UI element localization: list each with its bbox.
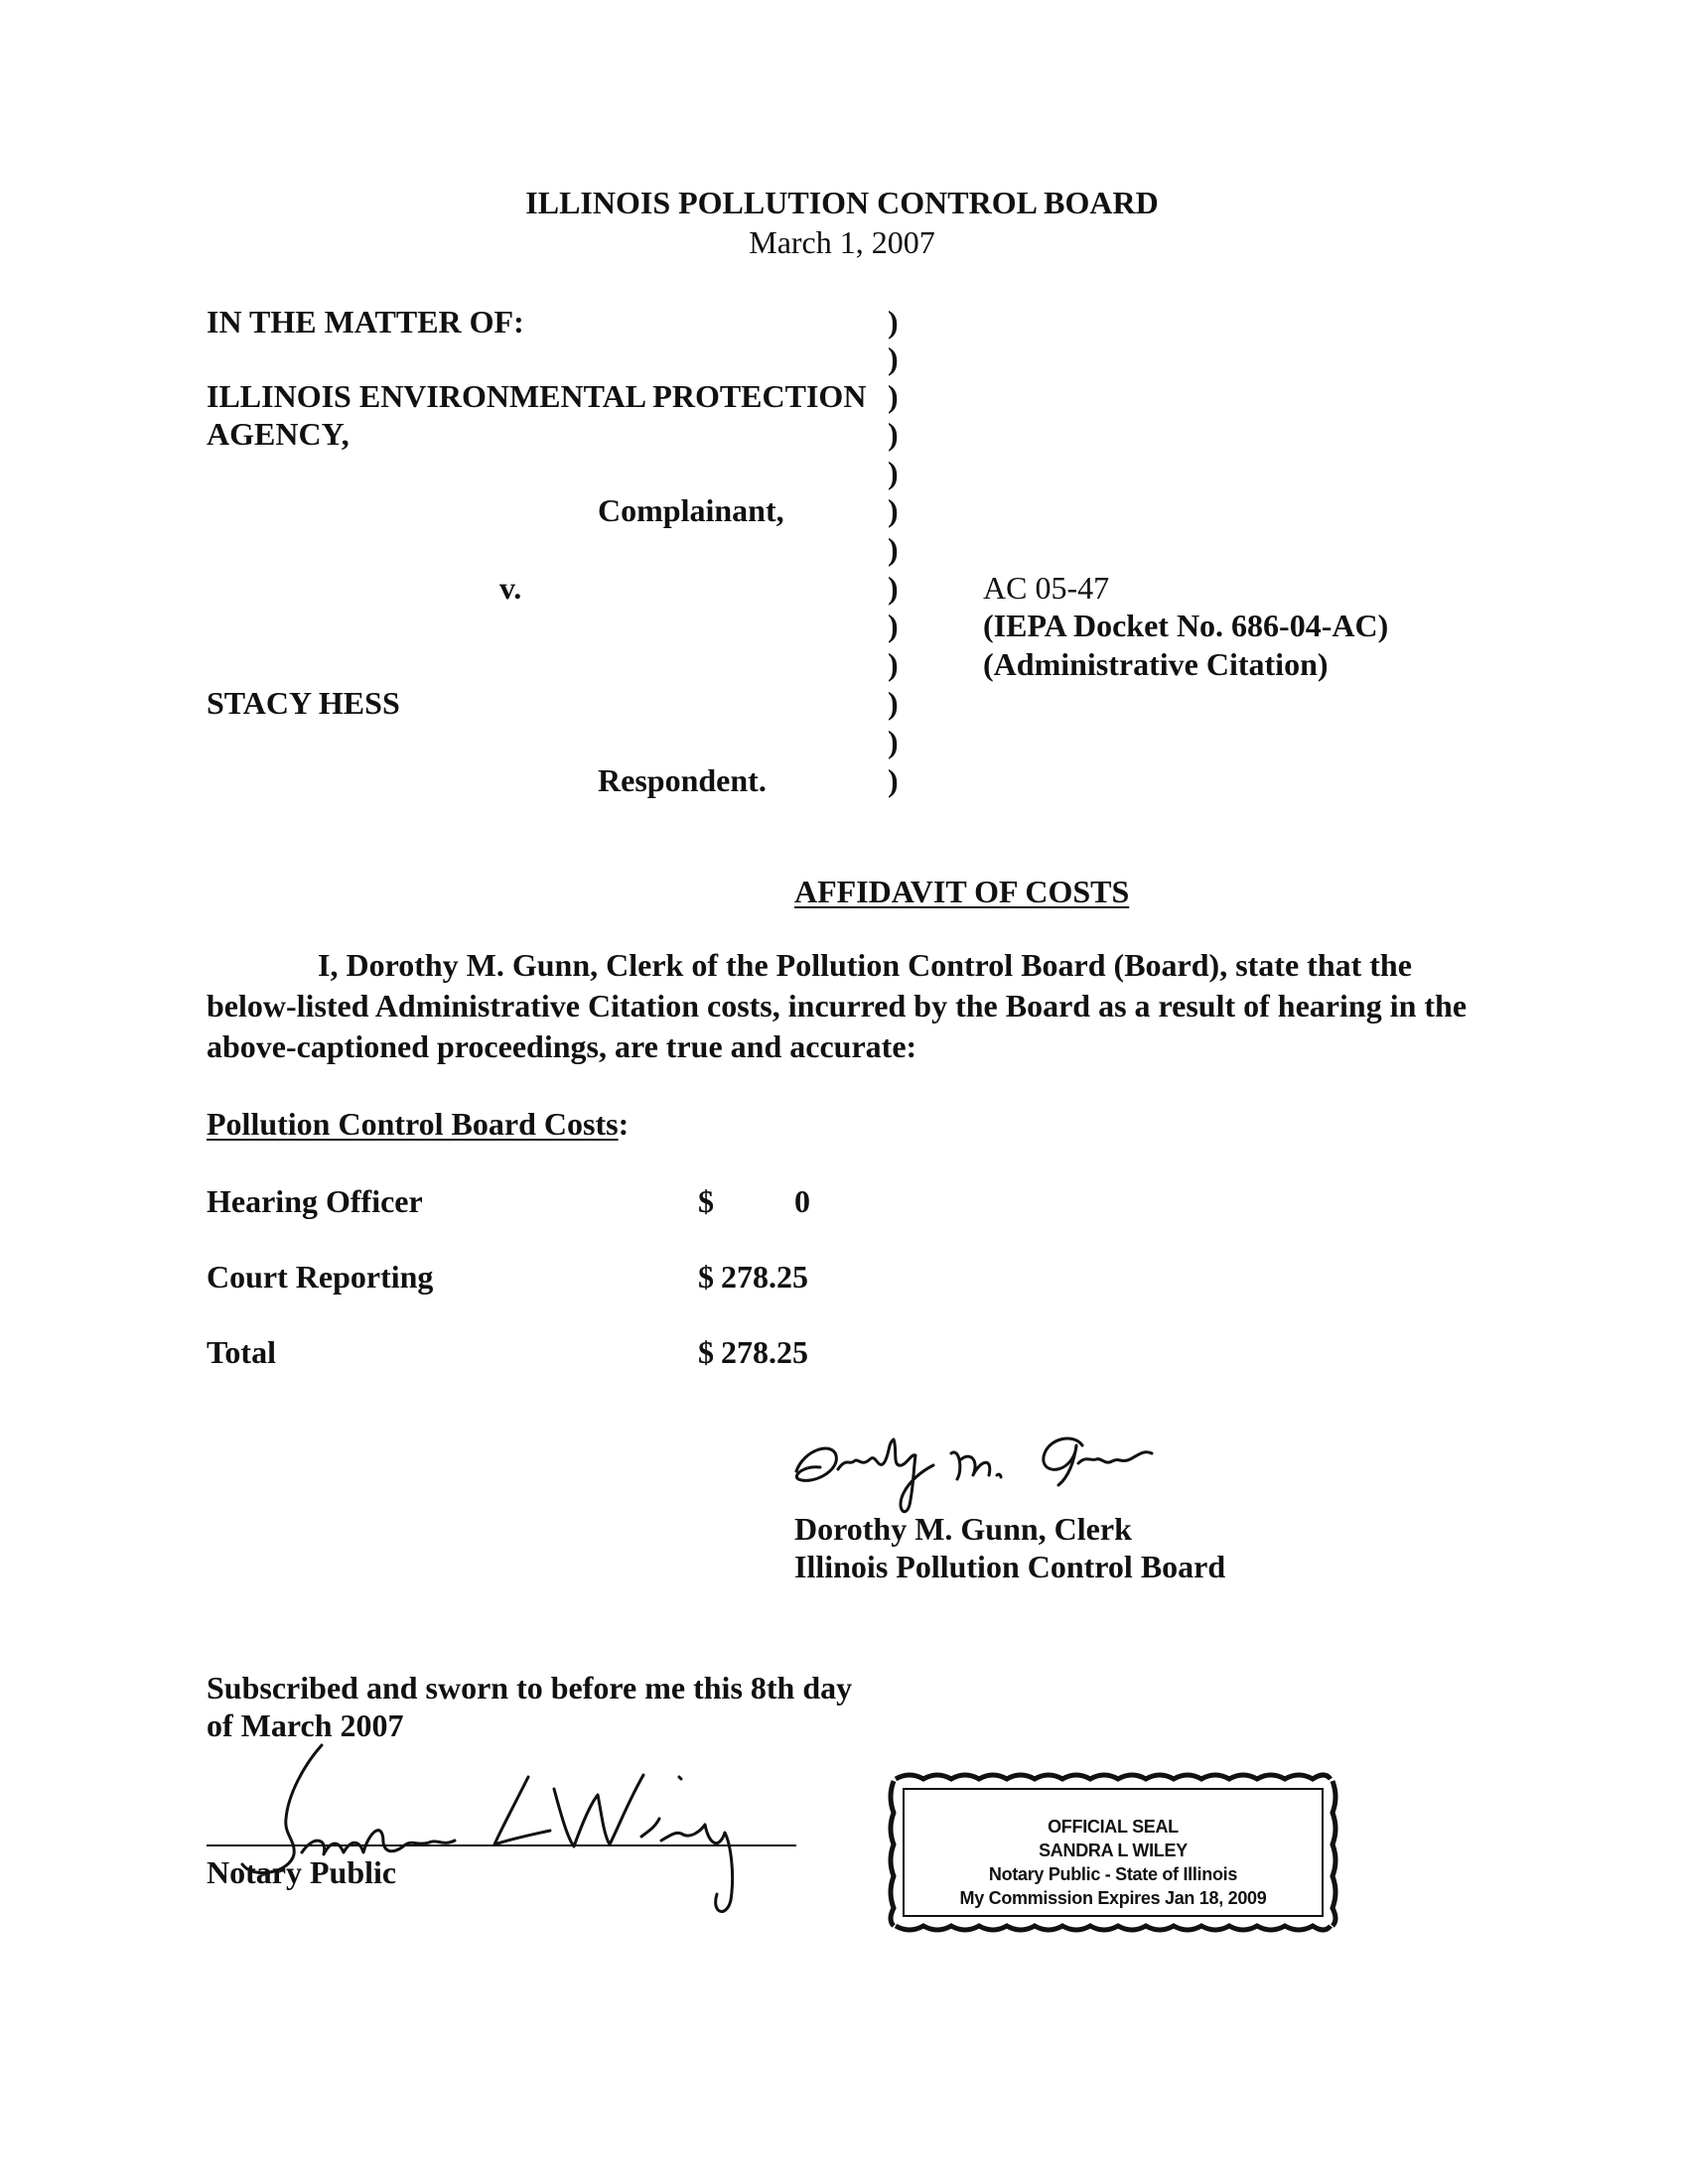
caption-paren: ) [888, 685, 899, 721]
caption-paren: ) [888, 608, 899, 643]
cost-label-hearing-officer: Hearing Officer [207, 1183, 423, 1219]
caption-paren: ) [888, 570, 899, 606]
matter-of-label: IN THE MATTER OF: [207, 304, 524, 340]
complainant-name-line1: ILLINOIS ENVIRONMENTAL PROTECTION [207, 378, 867, 414]
cost-amount-court-reporting: 278.25 [721, 1259, 808, 1295]
complainant-name-line2: AGENCY, [207, 416, 350, 452]
caption-paren: ) [888, 762, 899, 798]
document-date: March 1, 2007 [749, 224, 935, 260]
caption-paren: ) [888, 724, 899, 759]
board-heading: ILLINOIS POLLUTION CONTROL BOARD [525, 185, 1159, 220]
caption-paren: ) [888, 416, 899, 452]
caption-paren: ) [888, 531, 899, 567]
seal-notary-name: SANDRA L WILEY [1039, 1841, 1188, 1860]
official-seal-text [900, 1815, 1327, 1910]
caption-paren: ) [888, 492, 899, 528]
costs-heading [207, 1104, 629, 1144]
costs-heading-colon: : [618, 1106, 630, 1142]
sworn-statement-line2: of March 2007 [207, 1707, 404, 1743]
clerk-signature [784, 1410, 1162, 1519]
seal-jurisdiction: Notary Public - State of Illinois [988, 1864, 1238, 1884]
seal-title: OFFICIAL SEAL [1048, 1817, 1179, 1837]
caption-paren: ) [888, 341, 899, 376]
cost-label-total: Total [207, 1334, 276, 1370]
seal-expiration: My Commission Expires Jan 18, 2009 [959, 1888, 1267, 1908]
case-type: (Administrative Citation) [983, 646, 1329, 682]
cost-currency: $ [698, 1259, 714, 1295]
caption-paren: ) [888, 378, 899, 414]
sworn-statement-line1: Subscribed and sworn to before me this 8th day [207, 1670, 853, 1706]
case-number: AC 05-47 [983, 570, 1110, 606]
clerk-name: Dorothy M. Gunn, Clerk [794, 1511, 1132, 1547]
caption-paren: ) [888, 304, 899, 340]
notary-signature-line [207, 1844, 796, 1846]
respondent-name: STACY HESS [207, 685, 400, 721]
cost-currency: $ [698, 1334, 714, 1370]
clerk-organization: Illinois Pollution Control Board [794, 1549, 1226, 1584]
cost-currency: $ [698, 1183, 714, 1219]
respondent-role: Respondent. [598, 762, 767, 798]
cost-amount-hearing-officer: 0 [794, 1183, 810, 1219]
caption-paren: ) [888, 646, 899, 682]
complainant-role: Complainant, [598, 492, 784, 528]
docket-number: (IEPA Docket No. 686-04-AC) [983, 608, 1389, 643]
notary-signature [234, 1735, 790, 1922]
affidavit-statement: I, Dorothy M. Gunn, Clerk of the Pollution Control Board (Board), state that the below-listed Administrative Citation costs, incurred by the Board as a result of hearing in the above-captioned proceedings, are true and accurate: [207, 947, 1468, 1064]
affidavit-title: AFFIDAVIT OF COSTS [794, 874, 1130, 909]
notary-public-label: Notary Public [207, 1854, 397, 1890]
cost-label-court-reporting: Court Reporting [207, 1259, 434, 1295]
cost-amount-total: 278.25 [721, 1334, 808, 1370]
caption-paren: ) [888, 455, 899, 490]
costs-heading-text: Pollution Control Board Costs [207, 1106, 619, 1142]
versus-label: v. [499, 570, 522, 606]
